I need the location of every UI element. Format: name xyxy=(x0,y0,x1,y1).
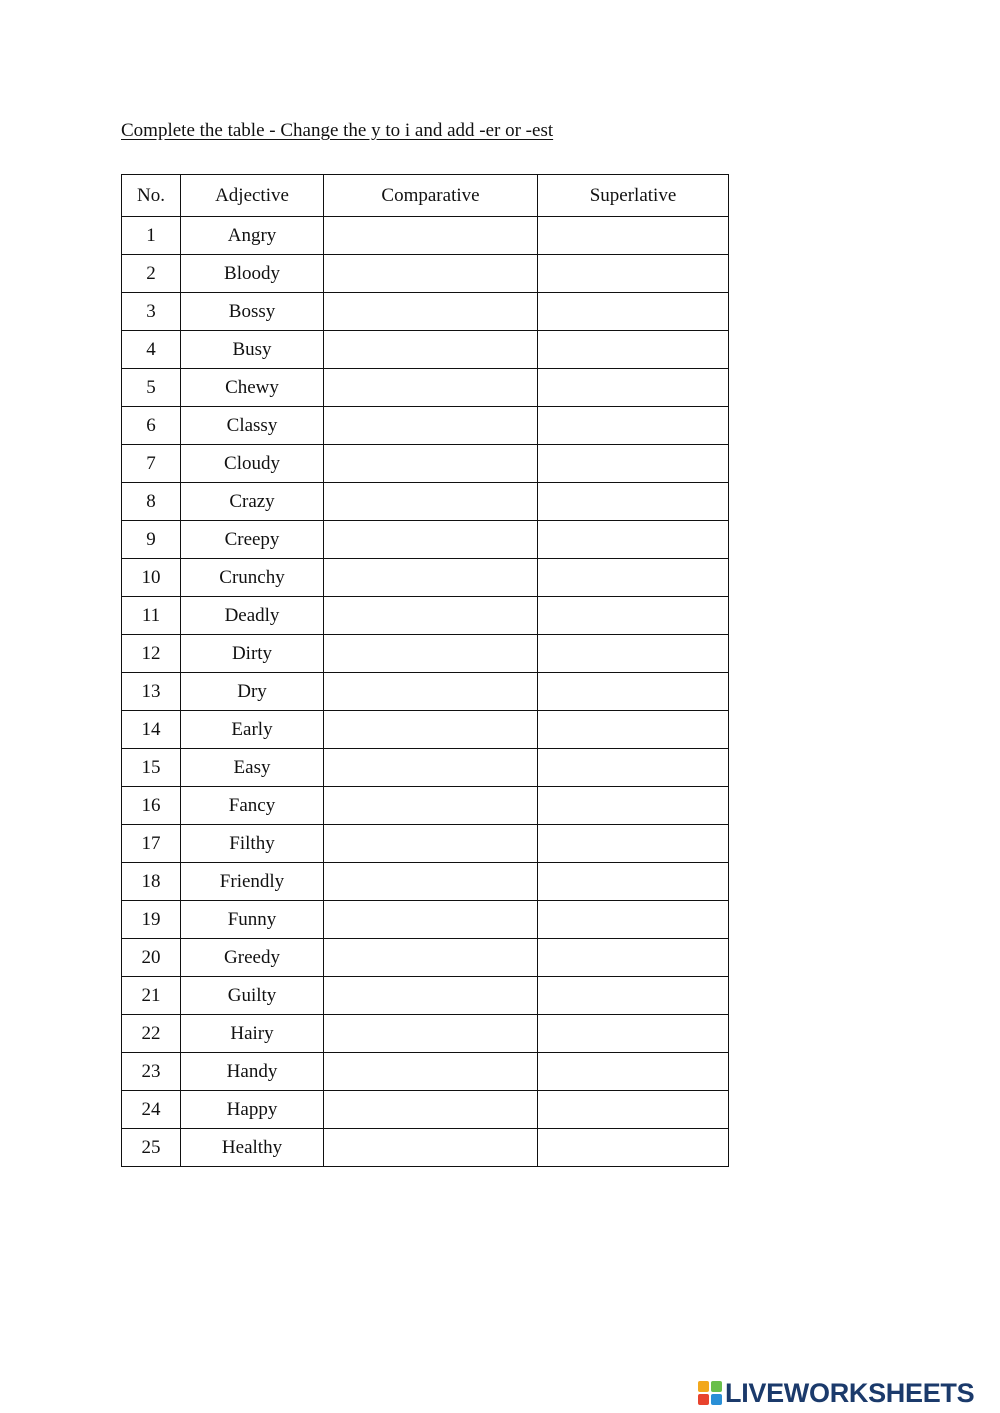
row-number: 9 xyxy=(122,521,181,559)
comparative-answer-input[interactable] xyxy=(324,787,537,824)
comparative-cell xyxy=(324,825,538,863)
superlative-answer-input[interactable] xyxy=(538,445,728,482)
comparative-answer-input[interactable] xyxy=(324,673,537,710)
adjective-cell: Filthy xyxy=(181,825,324,863)
row-number: 8 xyxy=(122,483,181,521)
row-number: 15 xyxy=(122,749,181,787)
superlative-cell xyxy=(538,331,729,369)
header-no: No. xyxy=(122,175,181,217)
row-number: 7 xyxy=(122,445,181,483)
row-number: 20 xyxy=(122,939,181,977)
superlative-answer-input[interactable] xyxy=(538,1015,728,1052)
table-body xyxy=(122,217,729,1167)
comparative-answer-input[interactable] xyxy=(324,483,537,520)
adjective-cell: Easy xyxy=(181,749,324,787)
table-row xyxy=(122,1053,729,1091)
superlative-answer-input[interactable] xyxy=(538,825,728,862)
comparative-cell xyxy=(324,901,538,939)
superlative-cell xyxy=(538,217,729,255)
superlative-cell xyxy=(538,1129,729,1167)
table-row xyxy=(122,445,729,483)
comparative-answer-input[interactable] xyxy=(324,255,537,292)
superlative-cell xyxy=(538,939,729,977)
row-number: 3 xyxy=(122,293,181,331)
superlative-cell xyxy=(538,711,729,749)
adjective-cell: Angry xyxy=(181,217,324,255)
table-row xyxy=(122,1091,729,1129)
superlative-answer-input[interactable] xyxy=(538,787,728,824)
superlative-cell xyxy=(538,787,729,825)
superlative-cell xyxy=(538,407,729,445)
comparative-answer-input[interactable] xyxy=(324,901,537,938)
table-row xyxy=(122,597,729,635)
superlative-cell xyxy=(538,1053,729,1091)
comparative-answer-input[interactable] xyxy=(324,407,537,444)
comparative-cell xyxy=(324,635,538,673)
adjective-cell: Funny xyxy=(181,901,324,939)
row-number: 4 xyxy=(122,331,181,369)
row-number: 5 xyxy=(122,369,181,407)
adjective-cell: Fancy xyxy=(181,787,324,825)
comparative-answer-input[interactable] xyxy=(324,597,537,634)
table-row xyxy=(122,293,729,331)
comparative-answer-input[interactable] xyxy=(324,293,537,330)
row-number: 18 xyxy=(122,863,181,901)
adjective-cell: Greedy xyxy=(181,939,324,977)
row-number: 23 xyxy=(122,1053,181,1091)
adjective-cell: Happy xyxy=(181,1091,324,1129)
comparative-cell xyxy=(324,673,538,711)
comparative-answer-input[interactable] xyxy=(324,445,537,482)
row-number: 22 xyxy=(122,1015,181,1053)
comparative-answer-input[interactable] xyxy=(324,559,537,596)
row-number: 1 xyxy=(122,217,181,255)
comparative-answer-input[interactable] xyxy=(324,749,537,786)
row-number: 11 xyxy=(122,597,181,635)
comparative-answer-input[interactable] xyxy=(324,977,537,1014)
comparative-cell xyxy=(324,255,538,293)
logo-tile xyxy=(698,1381,709,1392)
comparative-cell xyxy=(324,217,538,255)
logo-tile xyxy=(698,1394,709,1405)
table-row xyxy=(122,483,729,521)
comparative-answer-input[interactable] xyxy=(324,217,537,254)
comparative-cell xyxy=(324,483,538,521)
header-comparative: Comparative xyxy=(324,175,538,217)
row-number: 17 xyxy=(122,825,181,863)
adjective-cell: Cloudy xyxy=(181,445,324,483)
table-row xyxy=(122,521,729,559)
adjective-cell: Crazy xyxy=(181,483,324,521)
superlative-answer-input[interactable] xyxy=(538,407,728,444)
table-header-row xyxy=(122,175,729,217)
table-row xyxy=(122,977,729,1015)
comparative-answer-input[interactable] xyxy=(324,711,537,748)
superlative-cell xyxy=(538,749,729,787)
row-number: 21 xyxy=(122,977,181,1015)
comparative-cell xyxy=(324,1129,538,1167)
table-row xyxy=(122,787,729,825)
table-row xyxy=(122,217,729,255)
comparative-cell xyxy=(324,977,538,1015)
table-row xyxy=(122,559,729,597)
adjective-cell: Friendly xyxy=(181,863,324,901)
adjective-cell: Handy xyxy=(181,1053,324,1091)
superlative-answer-input[interactable] xyxy=(538,521,728,558)
row-number: 10 xyxy=(122,559,181,597)
adjective-cell: Dry xyxy=(181,673,324,711)
superlative-answer-input[interactable] xyxy=(538,483,728,520)
superlative-cell xyxy=(538,483,729,521)
superlative-answer-input[interactable] xyxy=(538,673,728,710)
row-number: 12 xyxy=(122,635,181,673)
row-number: 14 xyxy=(122,711,181,749)
adjective-cell: Guilty xyxy=(181,977,324,1015)
superlative-answer-input[interactable] xyxy=(538,635,728,672)
adjective-cell: Classy xyxy=(181,407,324,445)
row-number: 24 xyxy=(122,1091,181,1129)
superlative-answer-input[interactable] xyxy=(538,1129,728,1166)
table-row xyxy=(122,331,729,369)
comparative-cell xyxy=(324,939,538,977)
adjective-cell: Crunchy xyxy=(181,559,324,597)
logo-tile xyxy=(711,1381,722,1392)
adjective-cell: Early xyxy=(181,711,324,749)
superlative-cell xyxy=(538,293,729,331)
row-number: 25 xyxy=(122,1129,181,1167)
superlative-cell xyxy=(538,1015,729,1053)
superlative-answer-input[interactable] xyxy=(538,597,728,634)
row-number: 13 xyxy=(122,673,181,711)
comparative-cell xyxy=(324,787,538,825)
comparative-cell xyxy=(324,369,538,407)
comparative-cell xyxy=(324,711,538,749)
comparative-answer-input[interactable] xyxy=(324,635,537,672)
comparative-answer-input[interactable] xyxy=(324,939,537,976)
superlative-cell xyxy=(538,863,729,901)
comparative-answer-input[interactable] xyxy=(324,369,537,406)
superlative-cell xyxy=(538,1091,729,1129)
row-number: 16 xyxy=(122,787,181,825)
superlative-cell xyxy=(538,521,729,559)
header-superlative: Superlative xyxy=(538,175,729,217)
adjective-cell: Healthy xyxy=(181,1129,324,1167)
superlative-cell xyxy=(538,977,729,1015)
comparative-cell xyxy=(324,749,538,787)
table-row xyxy=(122,939,729,977)
table-row xyxy=(122,407,729,445)
adjective-cell: Dirty xyxy=(181,635,324,673)
logo-tiles-icon xyxy=(698,1381,722,1405)
comparative-answer-input[interactable] xyxy=(324,1015,537,1052)
comparative-cell xyxy=(324,407,538,445)
superlative-cell xyxy=(538,597,729,635)
superlative-answer-input[interactable] xyxy=(538,939,728,976)
superlative-cell xyxy=(538,369,729,407)
comparative-cell xyxy=(324,1091,538,1129)
comparative-cell xyxy=(324,863,538,901)
liveworksheets-logo xyxy=(698,1378,974,1408)
row-number: 6 xyxy=(122,407,181,445)
comparative-cell xyxy=(324,331,538,369)
comparative-cell xyxy=(324,1015,538,1053)
superlative-answer-input[interactable] xyxy=(538,977,728,1014)
superlative-cell xyxy=(538,255,729,293)
superlative-answer-input[interactable] xyxy=(538,901,728,938)
table-row xyxy=(122,369,729,407)
comparative-cell xyxy=(324,559,538,597)
comparative-answer-input[interactable] xyxy=(324,1053,537,1090)
adjective-cell: Bloody xyxy=(181,255,324,293)
superlative-answer-input[interactable] xyxy=(538,749,728,786)
superlative-answer-input[interactable] xyxy=(538,331,728,368)
comparative-answer-input[interactable] xyxy=(324,863,537,900)
table-row xyxy=(122,711,729,749)
superlative-answer-input[interactable] xyxy=(538,711,728,748)
comparative-cell xyxy=(324,597,538,635)
header-adjective: Adjective xyxy=(181,175,324,217)
superlative-cell xyxy=(538,825,729,863)
row-number: 19 xyxy=(122,901,181,939)
superlative-answer-input[interactable] xyxy=(538,217,728,254)
superlative-answer-input[interactable] xyxy=(538,369,728,406)
table-row xyxy=(122,863,729,901)
superlative-answer-input[interactable] xyxy=(538,1091,728,1128)
superlative-cell xyxy=(538,559,729,597)
adjective-cell: Creepy xyxy=(181,521,324,559)
adjective-cell: Bossy xyxy=(181,293,324,331)
superlative-cell xyxy=(538,445,729,483)
comparative-answer-input[interactable] xyxy=(324,521,537,558)
adjective-cell: Deadly xyxy=(181,597,324,635)
adjectives-table xyxy=(121,174,729,1167)
comparative-answer-input[interactable] xyxy=(324,331,537,368)
comparative-answer-input[interactable] xyxy=(324,1129,537,1166)
superlative-answer-input[interactable] xyxy=(538,559,728,596)
adjective-cell: Hairy xyxy=(181,1015,324,1053)
superlative-answer-input[interactable] xyxy=(538,863,728,900)
comparative-cell xyxy=(324,293,538,331)
comparative-cell xyxy=(324,445,538,483)
table-row xyxy=(122,825,729,863)
row-number: 2 xyxy=(122,255,181,293)
instructions: Complete the table - Change the y to i and add -er or -est xyxy=(121,120,554,141)
comparative-answer-input[interactable] xyxy=(324,825,537,862)
adjective-cell: Busy xyxy=(181,331,324,369)
table-row xyxy=(122,255,729,293)
table-row xyxy=(122,1015,729,1053)
superlative-answer-input[interactable] xyxy=(538,255,728,292)
adjective-cell: Chewy xyxy=(181,369,324,407)
table-row xyxy=(122,635,729,673)
superlative-answer-input[interactable] xyxy=(538,293,728,330)
table-row xyxy=(122,749,729,787)
table-row xyxy=(122,901,729,939)
table-row xyxy=(122,1129,729,1167)
superlative-cell xyxy=(538,673,729,711)
comparative-cell xyxy=(324,521,538,559)
comparative-cell xyxy=(324,1053,538,1091)
superlative-answer-input[interactable] xyxy=(538,1053,728,1090)
comparative-answer-input[interactable] xyxy=(324,1091,537,1128)
superlative-cell xyxy=(538,901,729,939)
table-row xyxy=(122,673,729,711)
logo-tile xyxy=(711,1394,722,1405)
superlative-cell xyxy=(538,635,729,673)
logo-text: LIVEWORKSHEETS xyxy=(725,1378,975,1408)
